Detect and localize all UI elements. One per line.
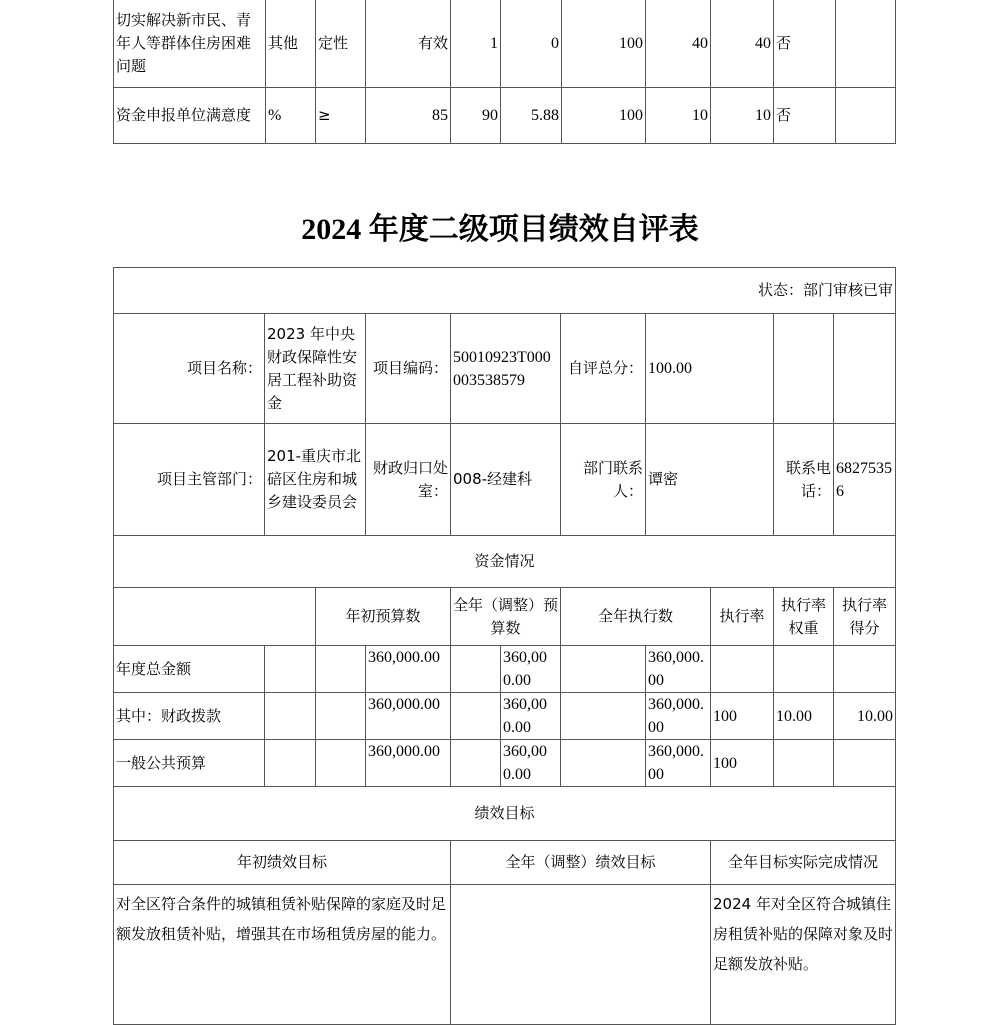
goals-section-title: 绩效目标 — [114, 787, 896, 841]
goals-initial-text: 对全区符合条件的城镇租赁补贴保障的家庭及时足额发放租赁补贴，增强其在市场租赁房屋的能力。 — [114, 885, 451, 1025]
empty-cell — [316, 740, 366, 787]
goals-header-initial: 年初绩效目标 — [114, 841, 451, 885]
indicator-deviation: 0 — [501, 0, 562, 88]
empty-cell — [265, 740, 316, 787]
funds-adjusted: 360,000.00 — [501, 646, 561, 693]
funds-initial: 360,000.00 — [366, 740, 451, 787]
funds-rate: 100 — [711, 693, 774, 740]
project-code-label: 项目编码： — [366, 314, 451, 424]
empty-cell — [774, 314, 834, 424]
empty-cell — [265, 693, 316, 740]
indicator-nature: 定性 — [316, 0, 366, 88]
funds-score — [834, 646, 896, 693]
indicator-deviation: 5.88 — [501, 88, 562, 144]
indicator-weight: 40 — [646, 0, 711, 88]
indicator-nature: ≥ — [316, 88, 366, 144]
indicator-weight: 10 — [646, 88, 711, 144]
funds-executed: 360,000.00 — [646, 740, 711, 787]
indicator-target: 85 — [366, 88, 451, 144]
indicator-flag: 否 — [774, 88, 836, 144]
finance-office-label: 财政归口处室： — [366, 424, 451, 536]
empty-cell — [451, 740, 501, 787]
empty-cell — [561, 693, 646, 740]
project-name-label: 项目名称： — [114, 314, 265, 424]
funds-rate — [711, 646, 774, 693]
funds-rate: 100 — [711, 740, 774, 787]
indicator-score: 40 — [711, 0, 774, 88]
phone-value: 68275356 — [834, 424, 896, 536]
funds-initial: 360,000.00 — [366, 693, 451, 740]
self-score-label: 自评总分： — [561, 314, 646, 424]
indicator-type: % — [266, 88, 316, 144]
goals-adjusted-text — [451, 885, 711, 1025]
empty-cell — [561, 740, 646, 787]
funds-weight — [774, 740, 834, 787]
empty-cell — [316, 646, 366, 693]
goals-header-adjusted: 全年（调整）绩效目标 — [451, 841, 711, 885]
funds-weight — [774, 646, 834, 693]
funds-header-executed: 全年执行数 — [561, 588, 711, 646]
funds-header-adjusted-budget: 全年（调整）预算数 — [451, 588, 561, 646]
indicator-table — [113, 0, 896, 144]
empty-cell — [451, 646, 501, 693]
funds-row — [114, 646, 896, 693]
indicator-name: 切实解决新市民、青年人等群体住房困难问题 — [114, 0, 266, 88]
indicator-row — [114, 0, 896, 88]
indicator-flag: 否 — [774, 0, 836, 88]
funds-score — [834, 740, 896, 787]
goals-header-actual: 全年目标实际完成情况 — [711, 841, 896, 885]
funds-section-title: 资金情况 — [114, 536, 896, 588]
dept-label: 项目主管部门： — [114, 424, 265, 536]
indicator-actual: 90 — [451, 88, 501, 144]
project-code-value: 50010923T000003538579 — [451, 314, 561, 424]
status-label: 状态：部门审核已审 — [114, 268, 896, 314]
funds-row-label: 其中：财政拨款 — [114, 693, 265, 740]
funds-adjusted: 360,000.00 — [501, 693, 561, 740]
funds-row-label: 年度总金额 — [114, 646, 265, 693]
finance-office-value: 008-经建科 — [451, 424, 561, 536]
funds-row-label: 一般公共预算 — [114, 740, 265, 787]
empty-cell — [265, 646, 316, 693]
indicator-score-rate: 100 — [562, 0, 646, 88]
funds-row — [114, 740, 896, 787]
funds-score: 10.00 — [834, 693, 896, 740]
indicator-score: 10 — [711, 88, 774, 144]
empty-cell — [316, 693, 366, 740]
funds-header-exec-weight: 执行率权重 — [774, 588, 834, 646]
funds-initial: 360,000.00 — [366, 646, 451, 693]
funds-row — [114, 693, 896, 740]
empty-cell — [451, 693, 501, 740]
funds-adjusted: 360,000.00 — [501, 740, 561, 787]
funds-header-exec-rate: 执行率 — [711, 588, 774, 646]
indicator-target: 有效 — [366, 0, 451, 88]
self-score-value: 100.00 — [646, 314, 774, 424]
indicator-score-rate: 100 — [562, 88, 646, 144]
goals-actual-text: 2024 年对全区符合城镇住房租赁补贴的保障对象及时足额发放补贴。 — [711, 885, 896, 1025]
indicator-actual: 1 — [451, 0, 501, 88]
indicator-note — [836, 0, 896, 88]
contact-label: 部门联系人： — [561, 424, 646, 536]
indicator-type: 其他 — [266, 0, 316, 88]
funds-executed: 360,000.00 — [646, 693, 711, 740]
indicator-row — [114, 88, 896, 144]
funds-executed: 360,000.00 — [646, 646, 711, 693]
indicator-note — [836, 88, 896, 144]
funds-header-initial-budget: 年初预算数 — [316, 588, 451, 646]
project-name-value: 2023 年中央财政保障性安居工程补助资金 — [265, 314, 366, 424]
funds-header-blank — [114, 588, 316, 646]
phone-label: 联系电话： — [774, 424, 834, 536]
empty-cell — [834, 314, 896, 424]
self-evaluation-table — [113, 267, 896, 1025]
indicator-name: 资金申报单位满意度 — [114, 88, 266, 144]
dept-value: 201-重庆市北碚区住房和城乡建设委员会 — [265, 424, 366, 536]
funds-header-exec-score: 执行率得分 — [834, 588, 896, 646]
page-title: 2024 年度二级项目绩效自评表 — [301, 213, 699, 246]
funds-weight: 10.00 — [774, 693, 834, 740]
contact-value: 谭密 — [646, 424, 774, 536]
empty-cell — [561, 646, 646, 693]
